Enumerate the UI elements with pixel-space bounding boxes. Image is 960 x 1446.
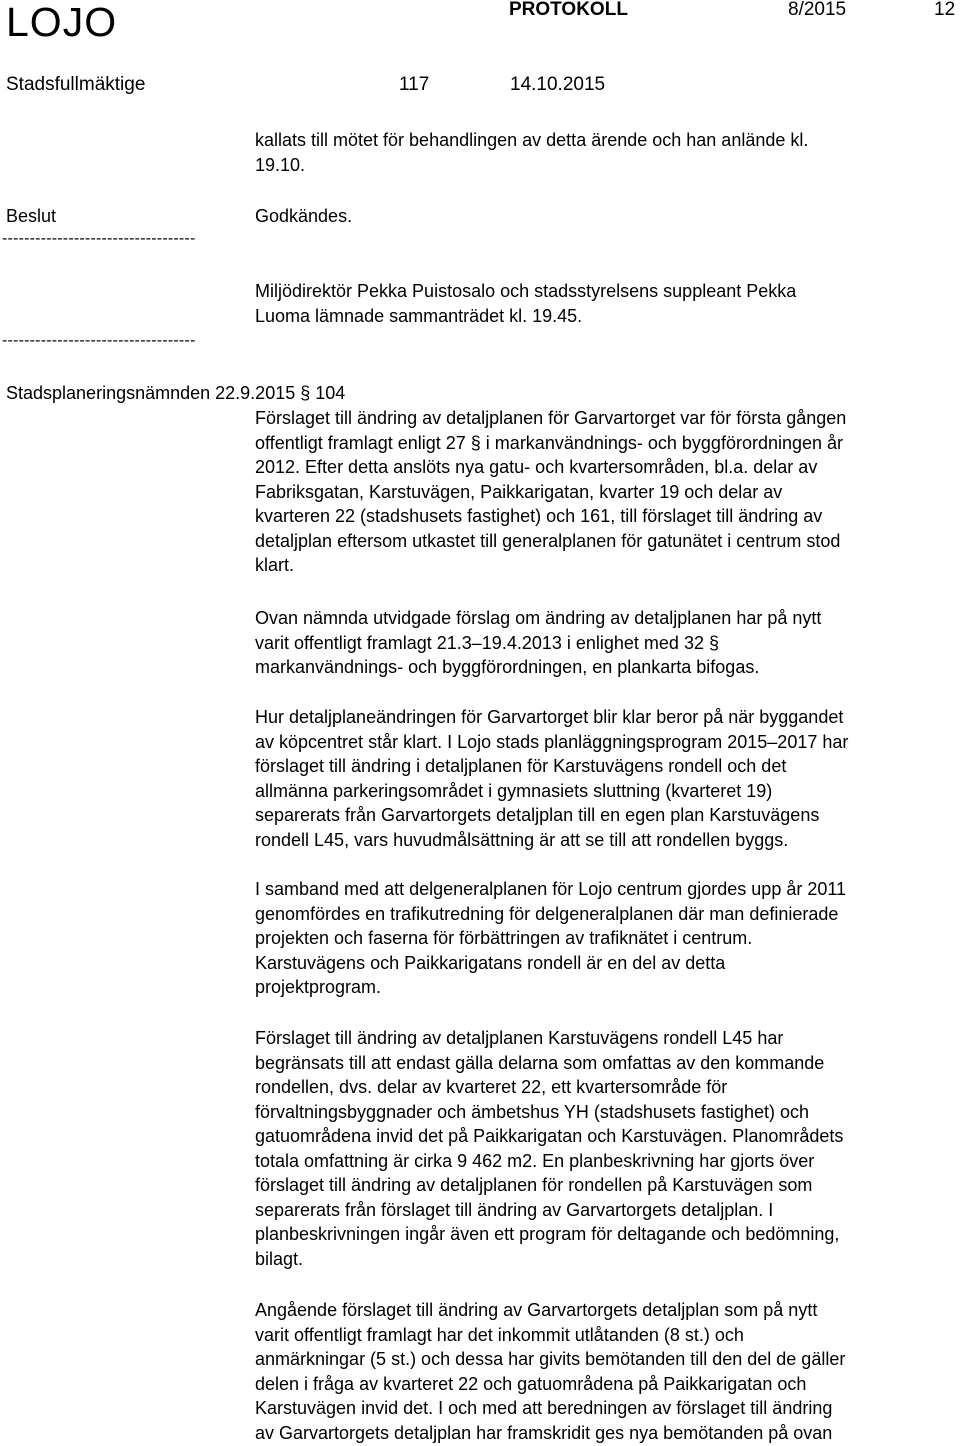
paragraph-line: planbeskrivningen ingår även ett program för deltagande och bedömning, (255, 1224, 840, 1244)
paragraph-line: rondell L45, vars huvudmålsättning är att se till att rondellen byggs. (255, 829, 789, 850)
paragraph-line: förslaget till ändring av detaljplanen för rondellen på Karstuvägen som (255, 1175, 813, 1195)
paragraph-line: av Garvartorgets detaljplan har framskridit ges nya bemötanden på ovan (255, 1422, 833, 1443)
paragraph-line: I samband med att delgeneralplanen för Lojo centrum gjordes upp år 2011 (255, 879, 847, 899)
intro-line: kallats till mötet för behandlingen av detta ärende och han anlände kl. (255, 130, 809, 150)
paragraph-line: offentligt framlagt enligt 27 § i markanvändnings- och byggförordningen år (255, 432, 844, 453)
departure-block (255, 279, 955, 328)
paragraph-line: allmänna parkeringsområdet i gymnasiets sluttning (kvarteret 19) (255, 780, 773, 801)
paragraph-line: Fabriksgatan, Karstuvägen, Paikkarigatan, kvarter 19 och delar av (255, 481, 783, 502)
paragraph-line: projektprogram. (255, 977, 382, 997)
paragraph-line: 2012. Efter detta anslöts nya gatu- och kvartersområden, bl.a. delar av (255, 457, 818, 477)
paragraph-line: anmärkningar (5 st.) och dessa har givits bemötanden till den del de gäller (255, 1349, 846, 1369)
decision-label: Beslut (6, 206, 57, 226)
meeting-date: 14.10.2015 (510, 74, 606, 95)
paragraph (255, 1298, 955, 1445)
departure-line: Miljödirektör Pekka Puistosalo och stadsstyrelsens suppleant Pekka (255, 281, 797, 301)
paragraph (255, 705, 955, 852)
section-number: 117 (399, 74, 430, 95)
paragraph-line: av köpcentret står klart. I Lojo stads planläggningsprogram 2015–2017 har (255, 731, 849, 752)
paragraph-line: Förslaget till ändring av detaljplanen för Garvartorget var för första gången (255, 408, 847, 428)
meeting-body: Stadsfullmäktige (6, 74, 146, 95)
paragraph-line: varit offentligt framlagt 21.3–19.4.2013 i enlighet med 32 § (255, 632, 719, 653)
paragraph (255, 1026, 955, 1271)
paragraph-line: Förslaget till ändring av detaljplanen Karstuvägens rondell L45 har (255, 1028, 784, 1048)
paragraph-line: rondellen, dvs. delar av kvarteret 22, ett kvartersområde för (255, 1077, 728, 1097)
protocol-number: 8/2015 (788, 0, 847, 20)
paragraph-line: Ovan nämnda utvidgade förslag om ändring av detaljplanen har på nytt (255, 608, 822, 628)
separator-line: ----------------------------------- (2, 332, 196, 349)
paragraph-line: kvarteren 22 (stadshusets fastighet) och 161, till förslaget till ändring av (255, 506, 823, 526)
paragraph-line: separerats från förslaget till ändring av Garvartorgets detaljplan. I (255, 1199, 774, 1220)
intro-line: 19.10. (255, 154, 306, 175)
paragraph-line: separerats från Garvartorgets detaljplan till en egen plan Karstuvägens (255, 805, 820, 825)
paragraph-line: Karstuvägen invid det. I och med att beredningen av förslaget till ändring (255, 1398, 833, 1418)
paragraph (255, 877, 955, 1000)
decision-value: Godkändes. (255, 206, 353, 226)
paragraph-line: varit offentligt framlagt har det inkommit utlåtanden (8 st.) och (255, 1324, 744, 1345)
paragraph-line: genomfördes en trafikutredning för delgeneralplanen där man definierade (255, 903, 839, 924)
paragraph-line: projekten och faserna för förbättringen av trafiknätet i centrum. (255, 928, 753, 948)
intro-block (255, 128, 955, 177)
decision-text (255, 204, 955, 229)
paragraph-line: gatuområdena invid det på Paikkarigatan och Karstuvägen. Planområdets (255, 1126, 844, 1146)
paragraph-line: begränsats till att endast gälla delarna som omfattas av den kommande (255, 1052, 825, 1073)
paragraph-line: förslaget till ändring i detaljplanen för Karstuvägens rondell och det (255, 756, 787, 776)
paragraph (255, 406, 955, 578)
paragraph-line: Karstuvägens och Paikkarigatans rondell är en del av detta (255, 952, 726, 973)
page-number: 12 (934, 0, 956, 20)
paragraph-line: totala omfattning är cirka 9 462 m2. En planbeskrivning har gjorts över (255, 1150, 815, 1171)
paragraph-line: delen i fråga av kvarteret 22 och gatuområdena på Paikkarigatan och (255, 1373, 807, 1394)
paragraph-line: förvaltningsbyggnader och ämbetshus YH (stadshusets fastighet) och (255, 1101, 809, 1122)
paragraph-line: klart. (255, 555, 295, 575)
paragraph-line: Hur detaljplaneändringen för Garvartorget blir klar beror på när byggandet (255, 707, 844, 727)
paragraph-line: markanvändnings- och byggförordningen, en plankarta bifogas. (255, 657, 760, 677)
organization-logo: LOJO (6, 0, 118, 45)
reference-heading: Stadsplaneringsnämnden 22.9.2015 § 104 (6, 383, 346, 403)
paragraph-line: bilagt. (255, 1248, 304, 1269)
departure-line: Luoma lämnade sammanträdet kl. 19.45. (255, 305, 583, 326)
document-type: PROTOKOLL (509, 0, 628, 20)
paragraph-line: detaljplan eftersom utkastet till generalplanen för gatunätet i centrum stod (255, 530, 841, 551)
separator-line: ----------------------------------- (2, 230, 196, 247)
paragraph (255, 606, 955, 680)
paragraph-line: Angående förslaget till ändring av Garvartorgets detaljplan som på nytt (255, 1300, 818, 1320)
